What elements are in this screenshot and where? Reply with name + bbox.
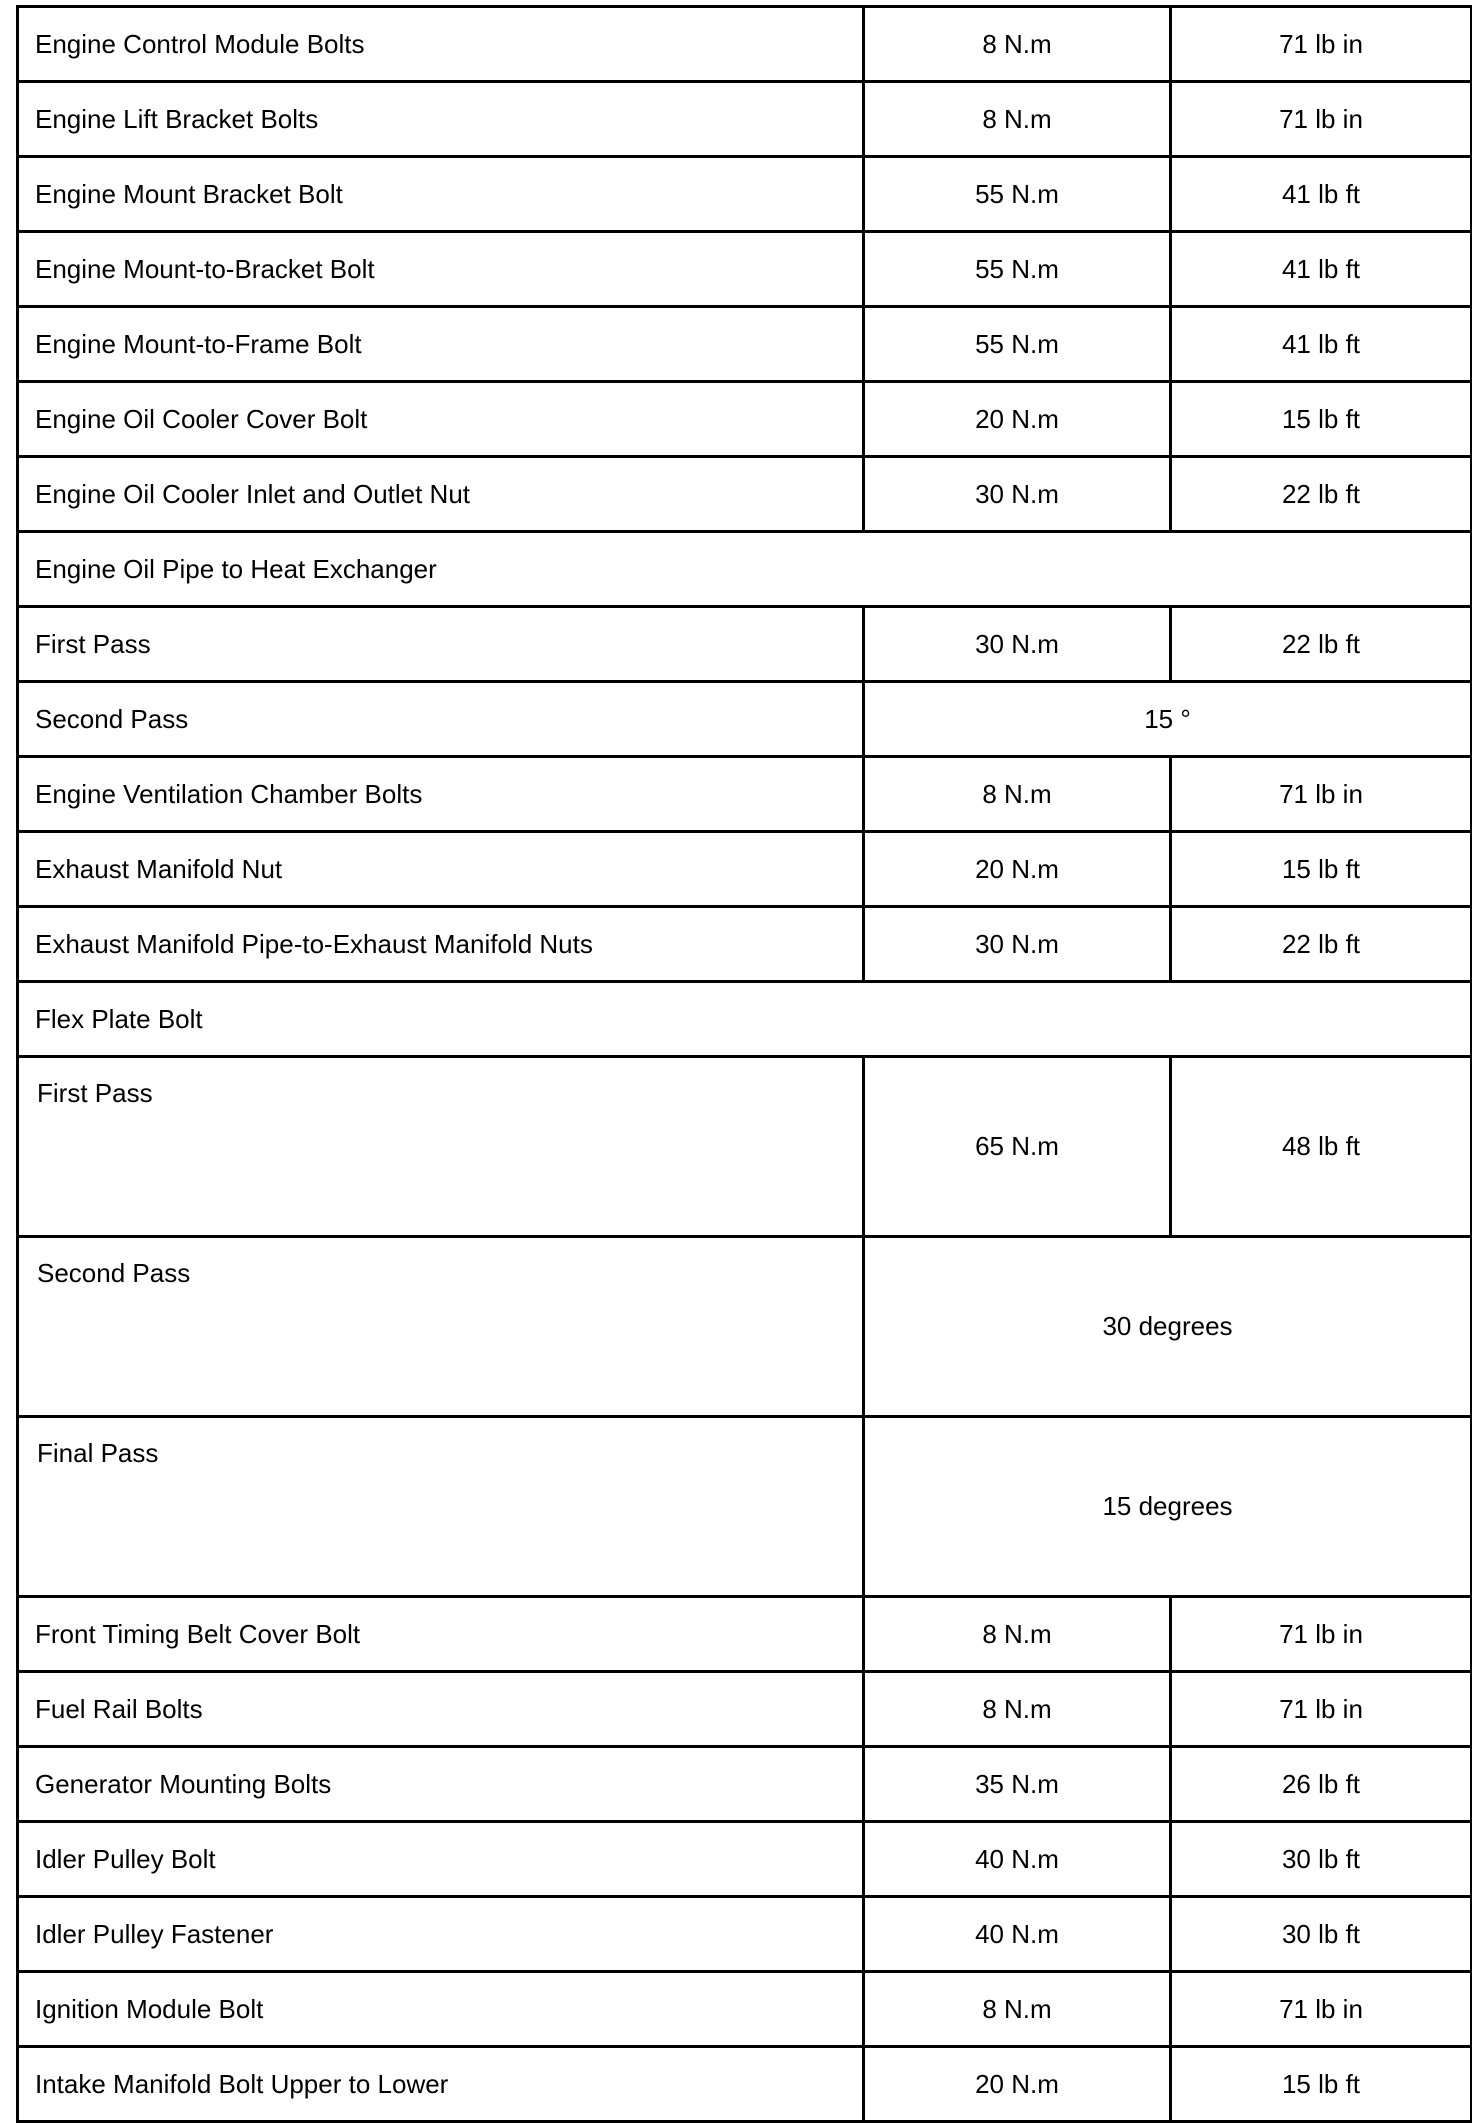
fastener-label: Engine Mount-to-Bracket Bolt [18, 232, 864, 307]
table-row [18, 82, 1472, 157]
metric-value: 30 N.m [864, 907, 1171, 982]
table-row [18, 1597, 1472, 1672]
metric-value: 8 N.m [864, 7, 1171, 82]
english-value: 22 lb ft [1171, 457, 1472, 532]
metric-value: 8 N.m [864, 757, 1171, 832]
metric-value: 35 N.m [864, 1747, 1171, 1822]
english-value: 26 lb ft [1171, 1747, 1472, 1822]
table-row [18, 1057, 1472, 1237]
metric-value: 55 N.m [864, 232, 1171, 307]
metric-value: 40 N.m [864, 1822, 1171, 1897]
table-row [18, 1972, 1472, 2047]
english-value: 71 lb in [1171, 757, 1472, 832]
table-row [18, 682, 1472, 757]
torque-spec-table [16, 5, 1472, 2123]
fastener-label: Engine Oil Cooler Cover Bolt [18, 382, 864, 457]
table-row [18, 232, 1472, 307]
table-row [18, 1822, 1472, 1897]
fastener-label: Engine Lift Bracket Bolts [18, 82, 864, 157]
fastener-label: Idler Pulley Bolt [18, 1822, 864, 1897]
english-value: 15 lb ft [1171, 832, 1472, 907]
metric-value: 55 N.m [864, 307, 1171, 382]
angle-spec: 30 degrees [864, 1237, 1472, 1417]
english-value: 22 lb ft [1171, 607, 1472, 682]
table-row [18, 307, 1472, 382]
group-header-row [18, 532, 1472, 607]
table-row [18, 382, 1472, 457]
table-row [18, 907, 1472, 982]
fastener-label: Engine Ventilation Chamber Bolts [18, 757, 864, 832]
table-row [18, 1672, 1472, 1747]
fastener-label: Idler Pulley Fastener [18, 1897, 864, 1972]
metric-value: 8 N.m [864, 1672, 1171, 1747]
table-row [18, 832, 1472, 907]
metric-value: 30 N.m [864, 607, 1171, 682]
fastener-label: Engine Mount Bracket Bolt [18, 157, 864, 232]
group-label: Engine Oil Pipe to Heat Exchanger [18, 532, 1472, 607]
pass-label: First Pass [18, 607, 864, 682]
table-row [18, 757, 1472, 832]
metric-value: 65 N.m [864, 1057, 1171, 1237]
table-row [18, 1747, 1472, 1822]
fastener-label: Engine Oil Cooler Inlet and Outlet Nut [18, 457, 864, 532]
table-row [18, 7, 1472, 82]
fastener-label: Exhaust Manifold Nut [18, 832, 864, 907]
table-row [18, 2047, 1472, 2122]
fastener-label: Generator Mounting Bolts [18, 1747, 864, 1822]
english-value: 48 lb ft [1171, 1057, 1472, 1237]
metric-value: 55 N.m [864, 157, 1171, 232]
english-value: 41 lb ft [1171, 157, 1472, 232]
table-row [18, 157, 1472, 232]
english-value: 71 lb in [1171, 1672, 1472, 1747]
pass-label: Second Pass [18, 682, 864, 757]
fastener-label: Engine Mount-to-Frame Bolt [18, 307, 864, 382]
english-value: 22 lb ft [1171, 907, 1472, 982]
angle-spec: 15 ° [864, 682, 1472, 757]
group-label: Flex Plate Bolt [18, 982, 1472, 1057]
english-value: 15 lb ft [1171, 2047, 1472, 2122]
fastener-label: Engine Control Module Bolts [18, 7, 864, 82]
group-header-row [18, 982, 1472, 1057]
table-row [18, 607, 1472, 682]
english-value: 71 lb in [1171, 1597, 1472, 1672]
table-row [18, 457, 1472, 532]
english-value: 41 lb ft [1171, 232, 1472, 307]
fastener-label: Front Timing Belt Cover Bolt [18, 1597, 864, 1672]
english-value: 71 lb in [1171, 1972, 1472, 2047]
metric-value: 20 N.m [864, 382, 1171, 457]
pass-label: First Pass [18, 1057, 864, 1237]
pass-label: Final Pass [18, 1417, 864, 1597]
fastener-label: Fuel Rail Bolts [18, 1672, 864, 1747]
table-row [18, 1897, 1472, 1972]
pass-label: Second Pass [18, 1237, 864, 1417]
metric-value: 20 N.m [864, 2047, 1171, 2122]
metric-value: 8 N.m [864, 82, 1171, 157]
table-row [18, 1237, 1472, 1417]
metric-value: 20 N.m [864, 832, 1171, 907]
table-row [18, 1417, 1472, 1597]
english-value: 71 lb in [1171, 7, 1472, 82]
fastener-label: Intake Manifold Bolt Upper to Lower [18, 2047, 864, 2122]
angle-spec: 15 degrees [864, 1417, 1472, 1597]
english-value: 15 lb ft [1171, 382, 1472, 457]
metric-value: 8 N.m [864, 1597, 1171, 1672]
metric-value: 8 N.m [864, 1972, 1171, 2047]
fastener-label: Exhaust Manifold Pipe-to-Exhaust Manifold Nuts [18, 907, 864, 982]
fastener-label: Ignition Module Bolt [18, 1972, 864, 2047]
english-value: 30 lb ft [1171, 1822, 1472, 1897]
english-value: 71 lb in [1171, 82, 1472, 157]
metric-value: 30 N.m [864, 457, 1171, 532]
metric-value: 40 N.m [864, 1897, 1171, 1972]
english-value: 41 lb ft [1171, 307, 1472, 382]
english-value: 30 lb ft [1171, 1897, 1472, 1972]
